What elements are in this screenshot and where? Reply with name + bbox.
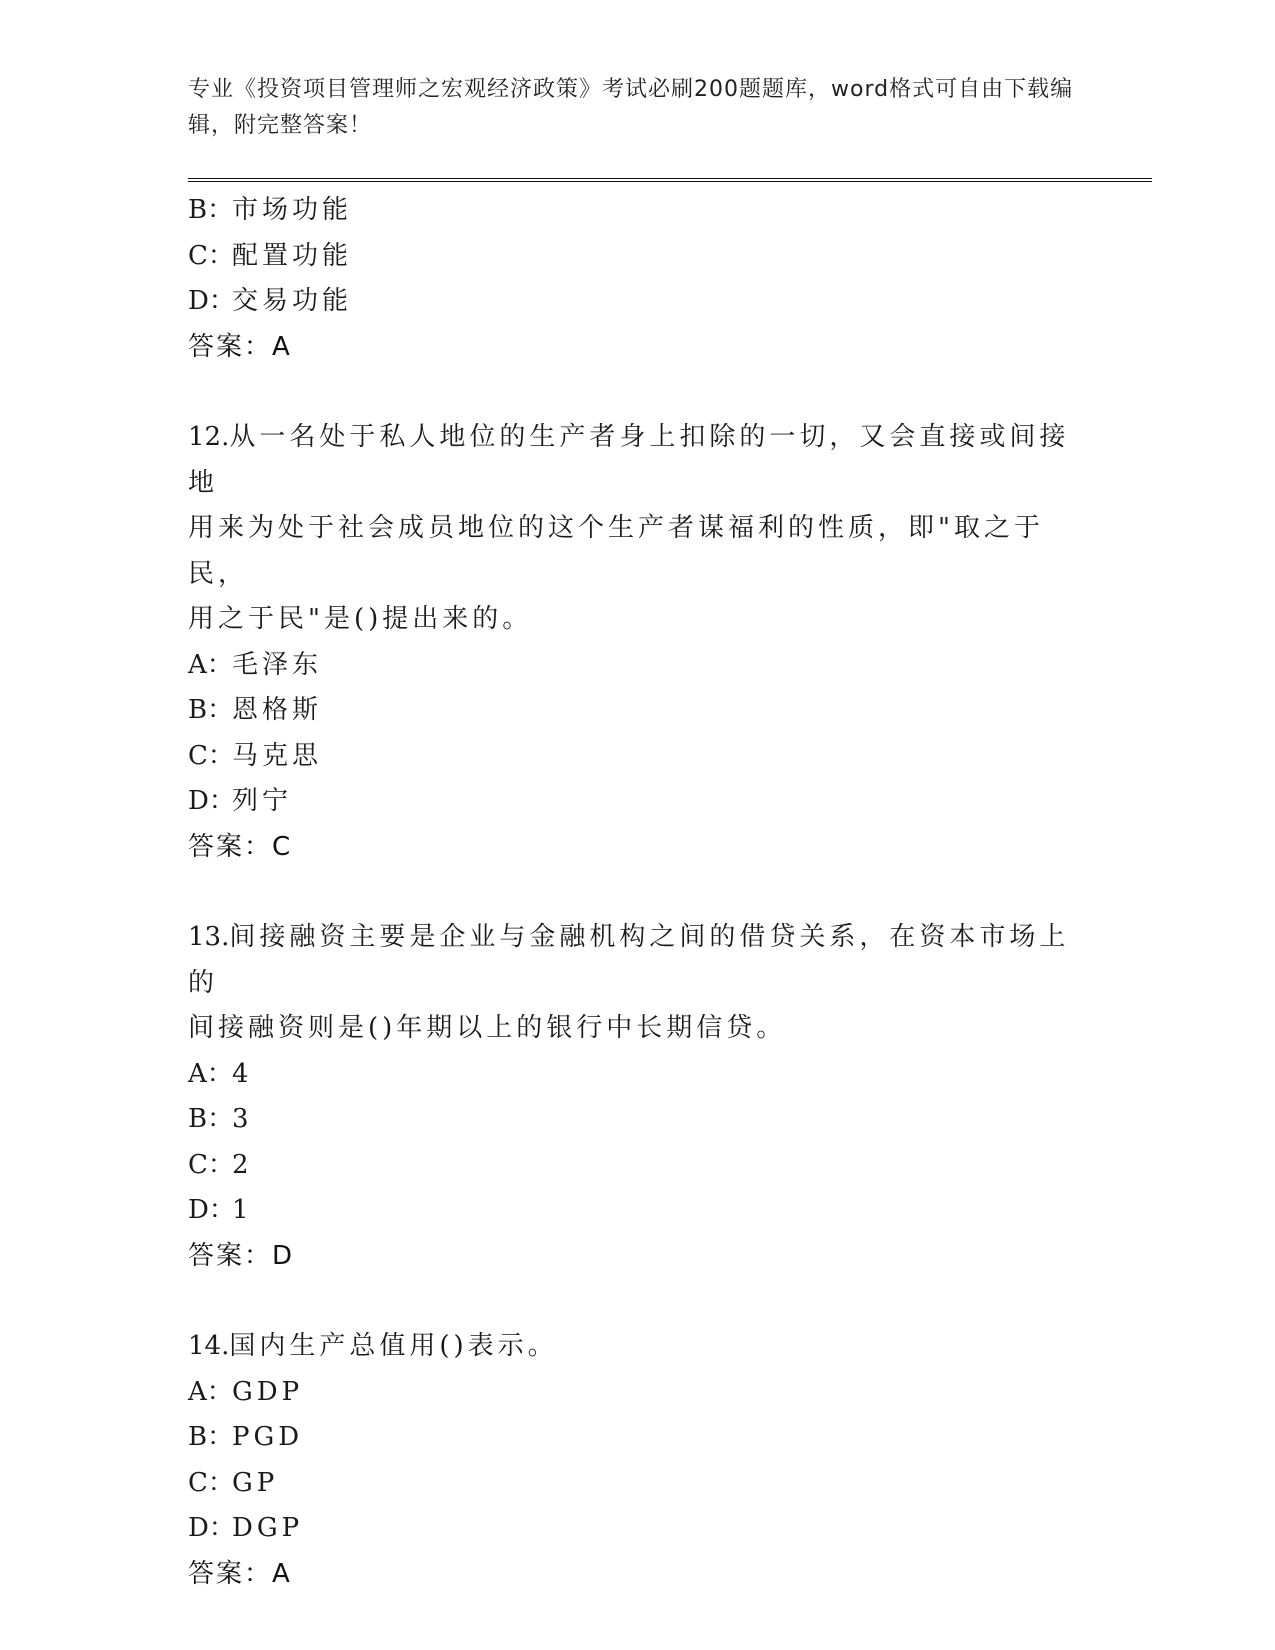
question-text-line — [188, 1324, 1088, 1370]
option-text: PGD — [232, 1422, 304, 1452]
question-14 — [188, 1324, 1088, 1597]
document-body — [188, 188, 1088, 1642]
option-label: D： — [188, 786, 235, 816]
option-d — [188, 1506, 1088, 1552]
option-d — [188, 279, 1088, 325]
option-b — [188, 1415, 1088, 1461]
option-b — [188, 188, 1088, 234]
option-text: 交易功能 — [232, 286, 353, 316]
option-label: A： — [188, 1058, 233, 1089]
option-text: DGP — [232, 1513, 304, 1543]
question-number: 13. — [188, 922, 230, 952]
option-label: B： — [188, 1422, 234, 1452]
option-text: 2 — [232, 1149, 253, 1180]
option-a — [188, 1370, 1088, 1416]
option-label: C： — [188, 740, 234, 771]
option-label: D： — [188, 286, 235, 316]
option-text: GP — [232, 1467, 279, 1498]
option-label: B： — [188, 195, 234, 225]
question-text-line — [188, 915, 1088, 1006]
option-a — [188, 1052, 1088, 1098]
option-c — [188, 734, 1088, 780]
question-13 — [188, 915, 1088, 1279]
option-text: 毛泽东 — [232, 649, 323, 680]
question-12 — [188, 415, 1088, 870]
option-text: 4 — [232, 1058, 253, 1089]
option-text: 恩格斯 — [232, 695, 323, 725]
option-a — [188, 643, 1088, 689]
option-text: 配置功能 — [232, 240, 353, 271]
option-label: B： — [188, 1104, 234, 1134]
option-d — [188, 1188, 1088, 1234]
option-text: 市场功能 — [232, 195, 353, 225]
question-text-line: 间接融资则是()年期以上的银行中长期信贷。 — [188, 1013, 787, 1043]
header-divider — [188, 178, 1152, 182]
option-label: B： — [188, 695, 234, 725]
option-text: 列宁 — [232, 786, 293, 816]
option-c — [188, 234, 1088, 280]
option-text: 1 — [232, 1195, 253, 1225]
option-label: C： — [188, 240, 234, 271]
option-b — [188, 1097, 1088, 1143]
option-text: GDP — [232, 1376, 304, 1407]
question-11-tail — [188, 188, 1088, 370]
answer: 答案：D — [188, 1240, 295, 1271]
option-c — [188, 1461, 1088, 1507]
question-text: 国内生产总值用()表示。 — [229, 1331, 558, 1361]
question-text: 间接融资主要是企业与金融机构之间的借贷关系，在资本市场上的 — [188, 922, 1070, 998]
option-label: D： — [188, 1513, 235, 1543]
option-d — [188, 779, 1088, 825]
answer: 答案：A — [188, 1558, 292, 1589]
page-header: 专业《投资项目管理师之宏观经济政策》考试必刷200题题库，word格式可自由下载编辑，附完整答案！ — [188, 77, 1074, 138]
option-c — [188, 1143, 1088, 1189]
question-text-line — [188, 415, 1088, 506]
option-label: D： — [188, 1195, 235, 1225]
question-text-line: 用之于民"是()提出来的。 — [188, 604, 533, 634]
answer: 答案：C — [188, 831, 293, 862]
question-text-line: 用来为处于社会成员地位的这个生产者谋福利的性质，即"取之于民， — [188, 513, 1044, 589]
question-text: 从一名处于私人地位的生产者身上扣除的一切，又会直接或间接地 — [188, 422, 1070, 498]
option-label: C： — [188, 1149, 234, 1180]
option-label: C： — [188, 1467, 234, 1498]
option-label: A： — [188, 1376, 233, 1407]
option-text: 3 — [232, 1104, 253, 1134]
question-number: 12. — [188, 422, 230, 452]
option-text: 马克思 — [232, 740, 323, 771]
option-label: A： — [188, 649, 233, 680]
answer: 答案：A — [188, 331, 292, 362]
question-number: 14. — [188, 1331, 230, 1361]
option-b — [188, 688, 1088, 734]
